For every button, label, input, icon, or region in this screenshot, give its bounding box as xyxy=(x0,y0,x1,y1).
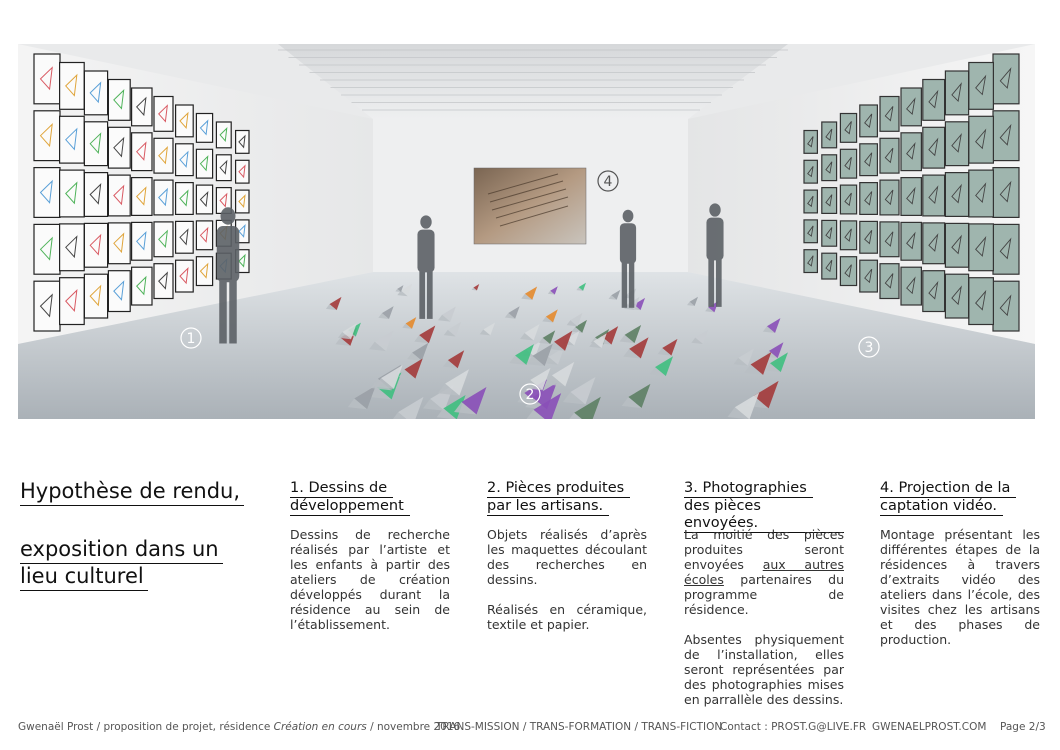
footer-page-number: Page 2/3 xyxy=(1000,721,1046,733)
section-heading: 1. Dessins de développement xyxy=(290,480,450,516)
section-text-2: Absentes physiquement de l’installation, elles seront représentées par des photographies mises en parrallèle des dessins. xyxy=(684,632,844,707)
footer-website: GWENAELPROST.COM xyxy=(872,721,987,733)
section-text: Montage présentant les différentes étapes de la résidences à travers d’extraits vidéo des ateliers dans l’école, des visites chez les artisans et des phases de production. xyxy=(880,527,1040,647)
section-text: La moitié des pièces produites seront envoyées aux autres écoles partenaires du programme de résidence. xyxy=(684,527,844,617)
footer-credit: Gwenaël Prost / proposition de projet, résidence Création en cours / novembre 2016 xyxy=(18,721,461,733)
marker-4-label: 4 xyxy=(603,174,613,190)
gallery-render-image xyxy=(18,44,1035,419)
footer-motto: TRANS-MISSION / TRANS-FORMATION / TRANS-FICTION xyxy=(436,721,723,733)
section-heading: 4. Projection de la captation vidéo. xyxy=(880,480,1040,516)
section-video xyxy=(880,480,1040,647)
footer-contact: Contact : PROST.G@LIVE.FR xyxy=(720,721,867,733)
heading-line-1: Hypothèse de rendu, xyxy=(20,478,244,506)
marker-2-label: 2 xyxy=(525,387,535,403)
heading-line-2: exposition dans un xyxy=(20,536,223,564)
section-heading: 3. Photographies des pièces envoyées. xyxy=(684,480,844,533)
section-text: Objets réalisés d’après les maquettes découlant des recherches en dessins. xyxy=(487,527,647,587)
marker-1-label: 1 xyxy=(186,331,196,347)
section-heading: 2. Pièces produites par les artisans. xyxy=(487,480,647,516)
section-text: Dessins de recherche réalisés par l’artiste et les enfants à partir des ateliers de création développés durant la résidence au sein de l’établissement. xyxy=(290,527,450,632)
section-drawings xyxy=(290,480,450,632)
marker-3-label: 3 xyxy=(864,340,874,356)
heading-line-3: lieu culturel xyxy=(20,563,148,591)
section-artisan-pieces xyxy=(487,480,647,632)
section-text-2: Réalisés en céramique, textile et papier. xyxy=(487,602,647,632)
section-photographs xyxy=(684,480,844,707)
